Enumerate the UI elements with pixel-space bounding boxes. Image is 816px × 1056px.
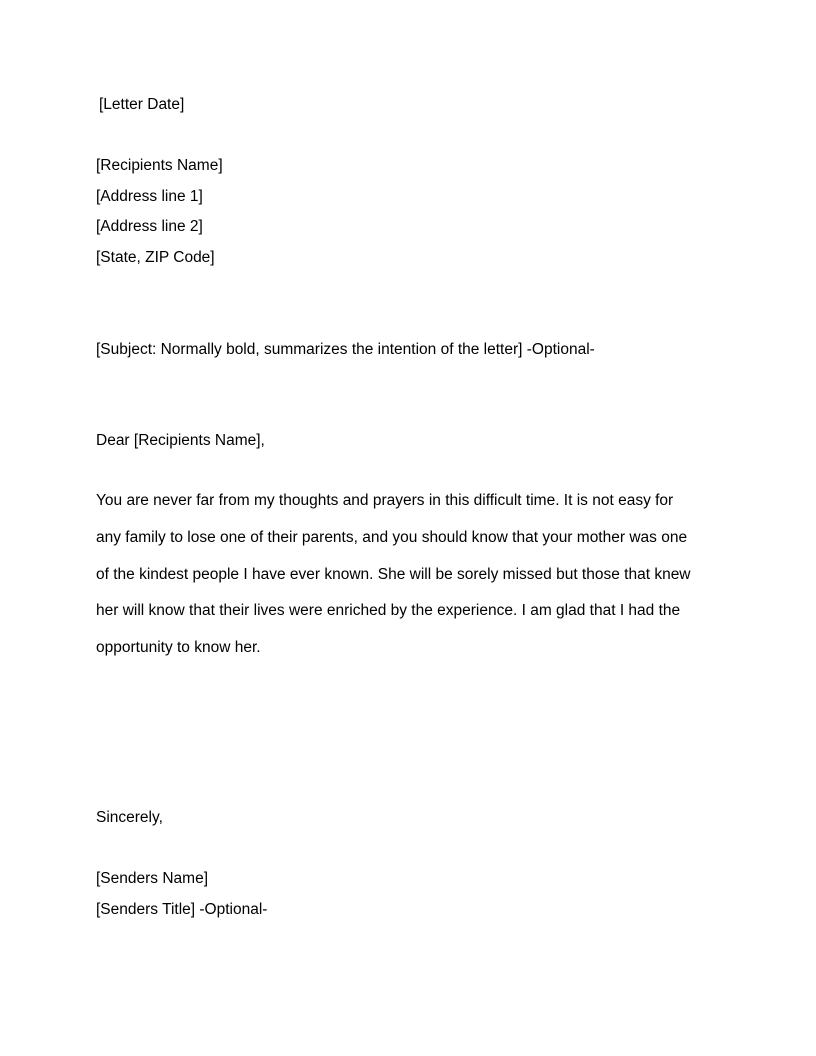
recipient-address-block	[96, 157, 223, 279]
letter-closing: Sincerely,	[96, 809, 163, 826]
recipient-name: [Recipients Name]	[96, 157, 223, 174]
sender-title: [Senders Title] -Optional-	[96, 900, 268, 918]
recipient-state-zip: [State, ZIP Code]	[96, 248, 215, 266]
recipient-address-line-1: [Address line 1]	[96, 187, 203, 205]
body-line: opportunity to know her.	[96, 639, 261, 657]
body-line: of the kindest people I have ever known. She will be sorely missed but those that knew	[96, 565, 691, 583]
letter-subject: [Subject: Normally bold, summarizes the intention of the letter] -Optional-	[96, 341, 595, 358]
sender-name: [Senders Name]	[96, 870, 208, 887]
sender-block	[96, 870, 267, 931]
body-line: You are never far from my thoughts and prayers in this difficult time. It is not easy for	[96, 492, 674, 509]
letter-body	[96, 492, 716, 676]
body-line: her will know that their lives were enriched by the experience. I am glad that I had the	[96, 602, 681, 620]
body-line: any family to lose one of their parents, and you should know that your mother was one	[96, 528, 688, 546]
letter-salutation: Dear [Recipients Name],	[96, 432, 265, 449]
letter-date: [Letter Date]	[99, 96, 185, 113]
recipient-address-line-2: [Address line 2]	[96, 218, 203, 235]
